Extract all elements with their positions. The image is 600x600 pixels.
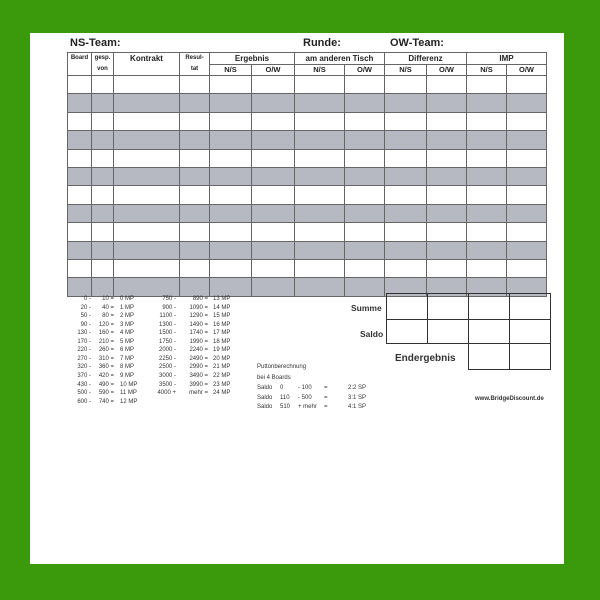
imp-mp-cell: 21 MP [213,364,231,371]
imp-to-cell: 420 = [98,372,114,379]
imp-from-cell: 90 - [80,321,91,328]
score-cell[interactable] [68,149,92,167]
score-cell[interactable] [345,186,385,204]
score-cell[interactable] [180,76,210,94]
score-cell[interactable] [345,204,385,222]
score-cell[interactable] [252,241,295,259]
score-cell[interactable] [252,76,295,94]
score-cell[interactable] [114,131,180,149]
imp-to-cell: 590 = [98,390,114,397]
imp-to-cell: 260 = [98,347,114,354]
score-cell[interactable] [68,278,92,296]
score-cell[interactable] [68,112,92,130]
score-cell[interactable] [295,278,345,296]
imp-mp-cell: 11 MP [120,390,137,397]
saldo-imp-ns[interactable] [469,320,510,344]
score-cell[interactable] [114,259,180,277]
score-cell[interactable] [295,131,345,149]
score-cell[interactable] [467,131,507,149]
imp-to-cell: 120 = [98,321,114,328]
score-cell[interactable] [180,131,210,149]
table-row [68,94,547,112]
score-cell[interactable] [295,259,345,277]
imp-to-cell: 2240 = [189,347,208,354]
putton-eq: = [324,404,328,410]
imp-mp-cell: 9 MP [120,372,135,379]
score-cell[interactable] [92,167,114,185]
score-cell[interactable] [210,278,252,296]
score-cell[interactable] [252,204,295,222]
score-cell[interactable] [114,241,180,259]
score-cell[interactable] [114,76,180,94]
saldo-diff-ow[interactable] [428,320,469,344]
score-cell[interactable] [295,186,345,204]
score-cell[interactable] [68,131,92,149]
imp-from-cell: 3000 - [158,372,176,379]
imp-to-cell: 10 = [102,296,114,302]
imp-from-cell: 4000 + [157,390,176,397]
score-cell[interactable] [180,112,210,130]
imp-to-cell: 310 = [98,355,114,362]
putton-to: + mehr [298,404,317,410]
score-cell[interactable] [295,112,345,130]
imp-from-cell: 1100 - [159,313,176,320]
score-cell[interactable] [180,149,210,167]
score-cell[interactable] [114,204,180,222]
imp-to-cell: 1090 = [189,304,208,311]
contract-col-header: Kontrakt [114,53,180,76]
imp-from-cell: 500 - [77,390,91,397]
score-cell[interactable] [252,186,295,204]
imp-to-cell: 1290 = [189,313,208,320]
table-row [68,259,547,277]
imp-to-cell: mehr = [189,390,208,397]
score-cell[interactable] [92,186,114,204]
score-cell[interactable] [92,112,114,130]
putton-from: 510 [280,404,291,410]
score-cell[interactable] [507,94,547,112]
score-cell[interactable] [68,204,92,222]
footer-url: www.BridgeDiscount.de [475,396,544,402]
score-cell[interactable] [385,112,427,130]
putton-from: 0 [280,385,284,391]
other-table-ow: O/W [345,64,385,76]
score-cell[interactable] [345,76,385,94]
summary-grid [386,293,551,370]
imp-mp-cell: 2 MP [120,313,135,320]
played-by-line1: gesp. [94,55,111,61]
score-cell[interactable] [180,186,210,204]
putton-result: 3:1 SP [348,394,367,401]
score-cell[interactable] [385,131,427,149]
score-cell[interactable] [210,223,252,241]
score-cell[interactable] [295,167,345,185]
ow-team-label: OW-Team: [390,37,444,49]
score-sheet [30,33,564,564]
imp-mp-cell: 6 MP [120,347,135,354]
score-cell[interactable] [210,186,252,204]
table-row [68,131,547,149]
score-cell[interactable] [210,241,252,259]
score-cell[interactable] [252,259,295,277]
score-cell[interactable] [507,204,547,222]
score-table [67,52,547,297]
played-by-col-header [92,53,114,76]
summe-label: Summe [351,303,382,313]
score-cell[interactable] [345,223,385,241]
score-cell[interactable] [507,167,547,185]
score-cell[interactable] [467,167,507,185]
imp-to-cell: 490 = [98,381,114,388]
imp-from-cell: 1500 - [158,330,176,337]
score-cell[interactable] [467,259,507,277]
imp-from-cell: 2000 - [158,347,176,354]
score-cell[interactable] [467,204,507,222]
imp-mp-cell: 13 MP [213,296,231,302]
score-cell[interactable] [385,204,427,222]
imp-to-cell: 3490 = [189,372,208,379]
imp-to-cell: 80 = [102,313,114,320]
imp-from-cell: 430 - [77,381,91,388]
imp-header: IMP [467,53,547,65]
score-body [68,76,547,297]
score-cell[interactable] [210,94,252,112]
imp-from-cell: 900 - [162,304,176,311]
imp-from-cell: 1300 - [158,321,176,328]
imp-to-cell: 1990 = [189,338,208,345]
score-cell[interactable] [252,167,295,185]
score-cell[interactable] [427,131,467,149]
imp-to-cell: 3990 = [189,381,208,388]
result-col-header [180,53,210,76]
putton-label: Saldo [257,404,273,410]
endergebnis-ow[interactable] [510,344,551,370]
score-cell[interactable] [180,94,210,112]
summe-imp-ow[interactable] [510,294,551,320]
imp-mp-cell: 4 MP [120,330,135,337]
score-cell[interactable] [295,149,345,167]
imp-from-cell: 1750 - [158,338,176,345]
empty-cell [428,344,469,370]
imp-mp-cell: 1 MP [120,304,135,311]
score-cell[interactable] [427,149,467,167]
putton-result: 4:1 SP [348,404,367,410]
score-cell[interactable] [92,259,114,277]
score-cell[interactable] [210,204,252,222]
imp-to-cell: 2990 = [189,364,208,371]
imp-from-cell: 20 - [80,304,91,311]
score-cell[interactable] [385,223,427,241]
imp-mp-cell: 12 MP [120,398,138,405]
saldo-diff-ns[interactable] [387,320,428,344]
imp-from-cell: 750 - [162,296,176,302]
score-cell[interactable] [114,112,180,130]
score-cell[interactable] [345,149,385,167]
score-cell[interactable] [92,94,114,112]
score-cell[interactable] [427,223,467,241]
score-cell[interactable] [427,94,467,112]
score-cell[interactable] [427,204,467,222]
imp-from-cell: 2500 - [158,364,176,371]
imp-from-cell: 50 - [80,313,91,320]
putton-to: - 500 [298,394,312,401]
score-cell[interactable] [467,241,507,259]
score-cell[interactable] [68,241,92,259]
score-cell[interactable] [210,167,252,185]
score-cell[interactable] [210,149,252,167]
score-cell[interactable] [180,204,210,222]
imp-from-cell: 2250 - [158,355,176,362]
table-row [68,186,547,204]
imp-mp-cell: 23 MP [213,381,231,388]
score-cell[interactable] [345,167,385,185]
putton-label: Saldo [257,394,273,401]
score-cell[interactable] [114,278,180,296]
score-cell[interactable] [114,149,180,167]
summe-diff-ns[interactable] [387,294,428,320]
score-cell[interactable] [427,259,467,277]
score-cell[interactable] [467,223,507,241]
imp-to-cell: 360 = [98,364,114,371]
imp-from-cell: 170 - [77,338,91,345]
score-cell[interactable] [114,94,180,112]
score-cell[interactable] [467,186,507,204]
score-cell[interactable] [507,223,547,241]
table-row [68,167,547,185]
score-cell[interactable] [467,149,507,167]
score-cell[interactable] [345,241,385,259]
score-cell[interactable] [427,241,467,259]
score-cell[interactable] [507,112,547,130]
imp-to-cell: 1490 = [189,321,208,328]
score-cell[interactable] [467,112,507,130]
score-cell[interactable] [252,149,295,167]
other-table-ns: N/S [295,64,345,76]
imp-mp-cell: 15 MP [213,313,231,320]
putton-eq: = [324,385,328,391]
score-cell[interactable] [385,76,427,94]
score-cell[interactable] [92,241,114,259]
putton-from: 110 [280,394,290,401]
imp-mp-cell: 16 MP [213,321,231,328]
score-cell[interactable] [385,149,427,167]
other-table-header: am anderen Tisch [295,53,385,65]
imp-mp-cell: 0 MP [120,296,135,302]
score-cell[interactable] [252,112,295,130]
score-cell[interactable] [507,149,547,167]
imp-from-cell: 600 - [77,398,91,405]
ns-team-label: NS-Team: [70,37,121,49]
score-cell[interactable] [180,259,210,277]
score-cell[interactable] [210,131,252,149]
score-cell[interactable] [295,241,345,259]
score-cell[interactable] [68,259,92,277]
score-cell[interactable] [92,223,114,241]
imp-mp-cell: 19 MP [213,347,231,354]
score-cell[interactable] [210,76,252,94]
score-cell[interactable] [385,241,427,259]
score-cell[interactable] [252,131,295,149]
score-cell[interactable] [114,223,180,241]
table-row [68,149,547,167]
imp-mp-cell: 18 MP [213,338,231,345]
score-cell[interactable] [68,186,92,204]
imp-mp-cell: 5 MP [120,338,135,345]
score-cell[interactable] [427,167,467,185]
imp-mp-cell: 8 MP [120,364,135,371]
score-cell[interactable] [467,94,507,112]
score-cell[interactable] [210,259,252,277]
empty-cell [387,344,428,370]
imp-mp-cell: 20 MP [213,355,231,362]
imp-to-cell: 40 = [102,304,114,311]
imp-from-cell: 0 - [83,296,91,302]
table-row [68,204,547,222]
score-cell[interactable] [507,131,547,149]
putton-eq: = [324,394,328,401]
score-cell[interactable] [385,167,427,185]
score-cell[interactable] [252,94,295,112]
score-cell[interactable] [345,278,385,296]
imp-from-cell: 220 - [77,347,91,354]
difference-ow: O/W [427,64,467,76]
score-cell[interactable] [252,223,295,241]
imp-mp-cell: 17 MP [213,330,231,337]
score-cell[interactable] [507,186,547,204]
score-cell[interactable] [68,94,92,112]
score-cell[interactable] [427,112,467,130]
table-row [68,241,547,259]
round-label: Runde: [303,37,341,49]
score-cell[interactable] [252,278,295,296]
imp-to-cell: 890 = [192,296,208,302]
difference-ns: N/S [385,64,427,76]
score-cell[interactable] [114,186,180,204]
score-cell[interactable] [345,131,385,149]
score-cell[interactable] [345,94,385,112]
putton-result: 2:2 SP [348,385,367,391]
imp-mp-cell: 14 MP [213,304,231,311]
putton-to: - 100 [298,385,312,391]
score-cell[interactable] [92,131,114,149]
table-row [68,112,547,130]
result-line2: tat [190,66,199,72]
score-cell[interactable] [295,204,345,222]
summe-diff-ow[interactable] [428,294,469,320]
imp-mp-cell: 24 MP [213,390,231,397]
score-cell[interactable] [68,76,92,94]
difference-header: Differenz [385,53,467,65]
imp-ns: N/S [467,64,507,76]
imp-to-cell: 210 = [98,338,114,345]
ergebnis-ns: N/S [210,64,252,76]
imp-from-cell: 320 - [77,364,91,371]
score-cell[interactable] [92,76,114,94]
score-cell[interactable] [507,259,547,277]
table-row [68,76,547,94]
imp-to-cell: 1740 = [189,330,208,337]
score-cell[interactable] [114,167,180,185]
score-cell[interactable] [385,259,427,277]
score-cell[interactable] [180,241,210,259]
score-cell[interactable] [385,186,427,204]
imp-mp-cell: 7 MP [120,355,135,362]
putton-subtitle: bei 4 Boards [257,375,291,381]
putton-title: Puttonberechnung [257,364,307,370]
score-cell[interactable] [180,223,210,241]
endergebnis-label: Endergebnis [395,353,456,364]
table-row [68,223,547,241]
imp-from-cell: 130 - [77,330,91,337]
score-cell[interactable] [295,76,345,94]
endergebnis-ns[interactable] [469,344,510,370]
imp-to-cell: 160 = [98,330,114,337]
ergebnis-ow: O/W [252,64,295,76]
imp-ow: O/W [507,64,547,76]
score-cell[interactable] [295,223,345,241]
saldo-imp-ow[interactable] [510,320,551,344]
imp-mp-cell: 22 MP [213,372,231,379]
putton-label: Saldo [257,385,273,391]
score-cell[interactable] [467,76,507,94]
score-cell[interactable] [210,112,252,130]
imp-from-cell: 3500 - [158,381,176,388]
board-col-header: Board [68,53,92,76]
imp-to-cell: 2490 = [189,355,208,362]
imp-to-cell: 740 = [98,398,114,405]
score-cell[interactable] [427,186,467,204]
imp-mp-cell: 3 MP [120,321,135,328]
score-cell[interactable] [295,94,345,112]
score-cell[interactable] [507,76,547,94]
result-line1: Resul- [185,55,204,61]
score-cell[interactable] [507,241,547,259]
score-cell[interactable] [92,149,114,167]
played-by-line2: von [97,66,108,72]
score-cell[interactable] [68,167,92,185]
score-cell[interactable] [92,204,114,222]
score-cell[interactable] [180,278,210,296]
saldo-label: Saldo [360,329,384,339]
score-cell[interactable] [385,94,427,112]
score-cell[interactable] [345,259,385,277]
score-cell[interactable] [68,223,92,241]
score-cell[interactable] [92,278,114,296]
imp-mp-cell: 10 MP [120,381,138,388]
score-cell[interactable] [427,76,467,94]
score-cell[interactable] [180,167,210,185]
ergebnis-header: Ergebnis [210,53,295,65]
imp-from-cell: 270 - [77,355,91,362]
score-cell[interactable] [345,112,385,130]
imp-from-cell: 370 - [77,372,91,379]
summe-imp-ns[interactable] [469,294,510,320]
